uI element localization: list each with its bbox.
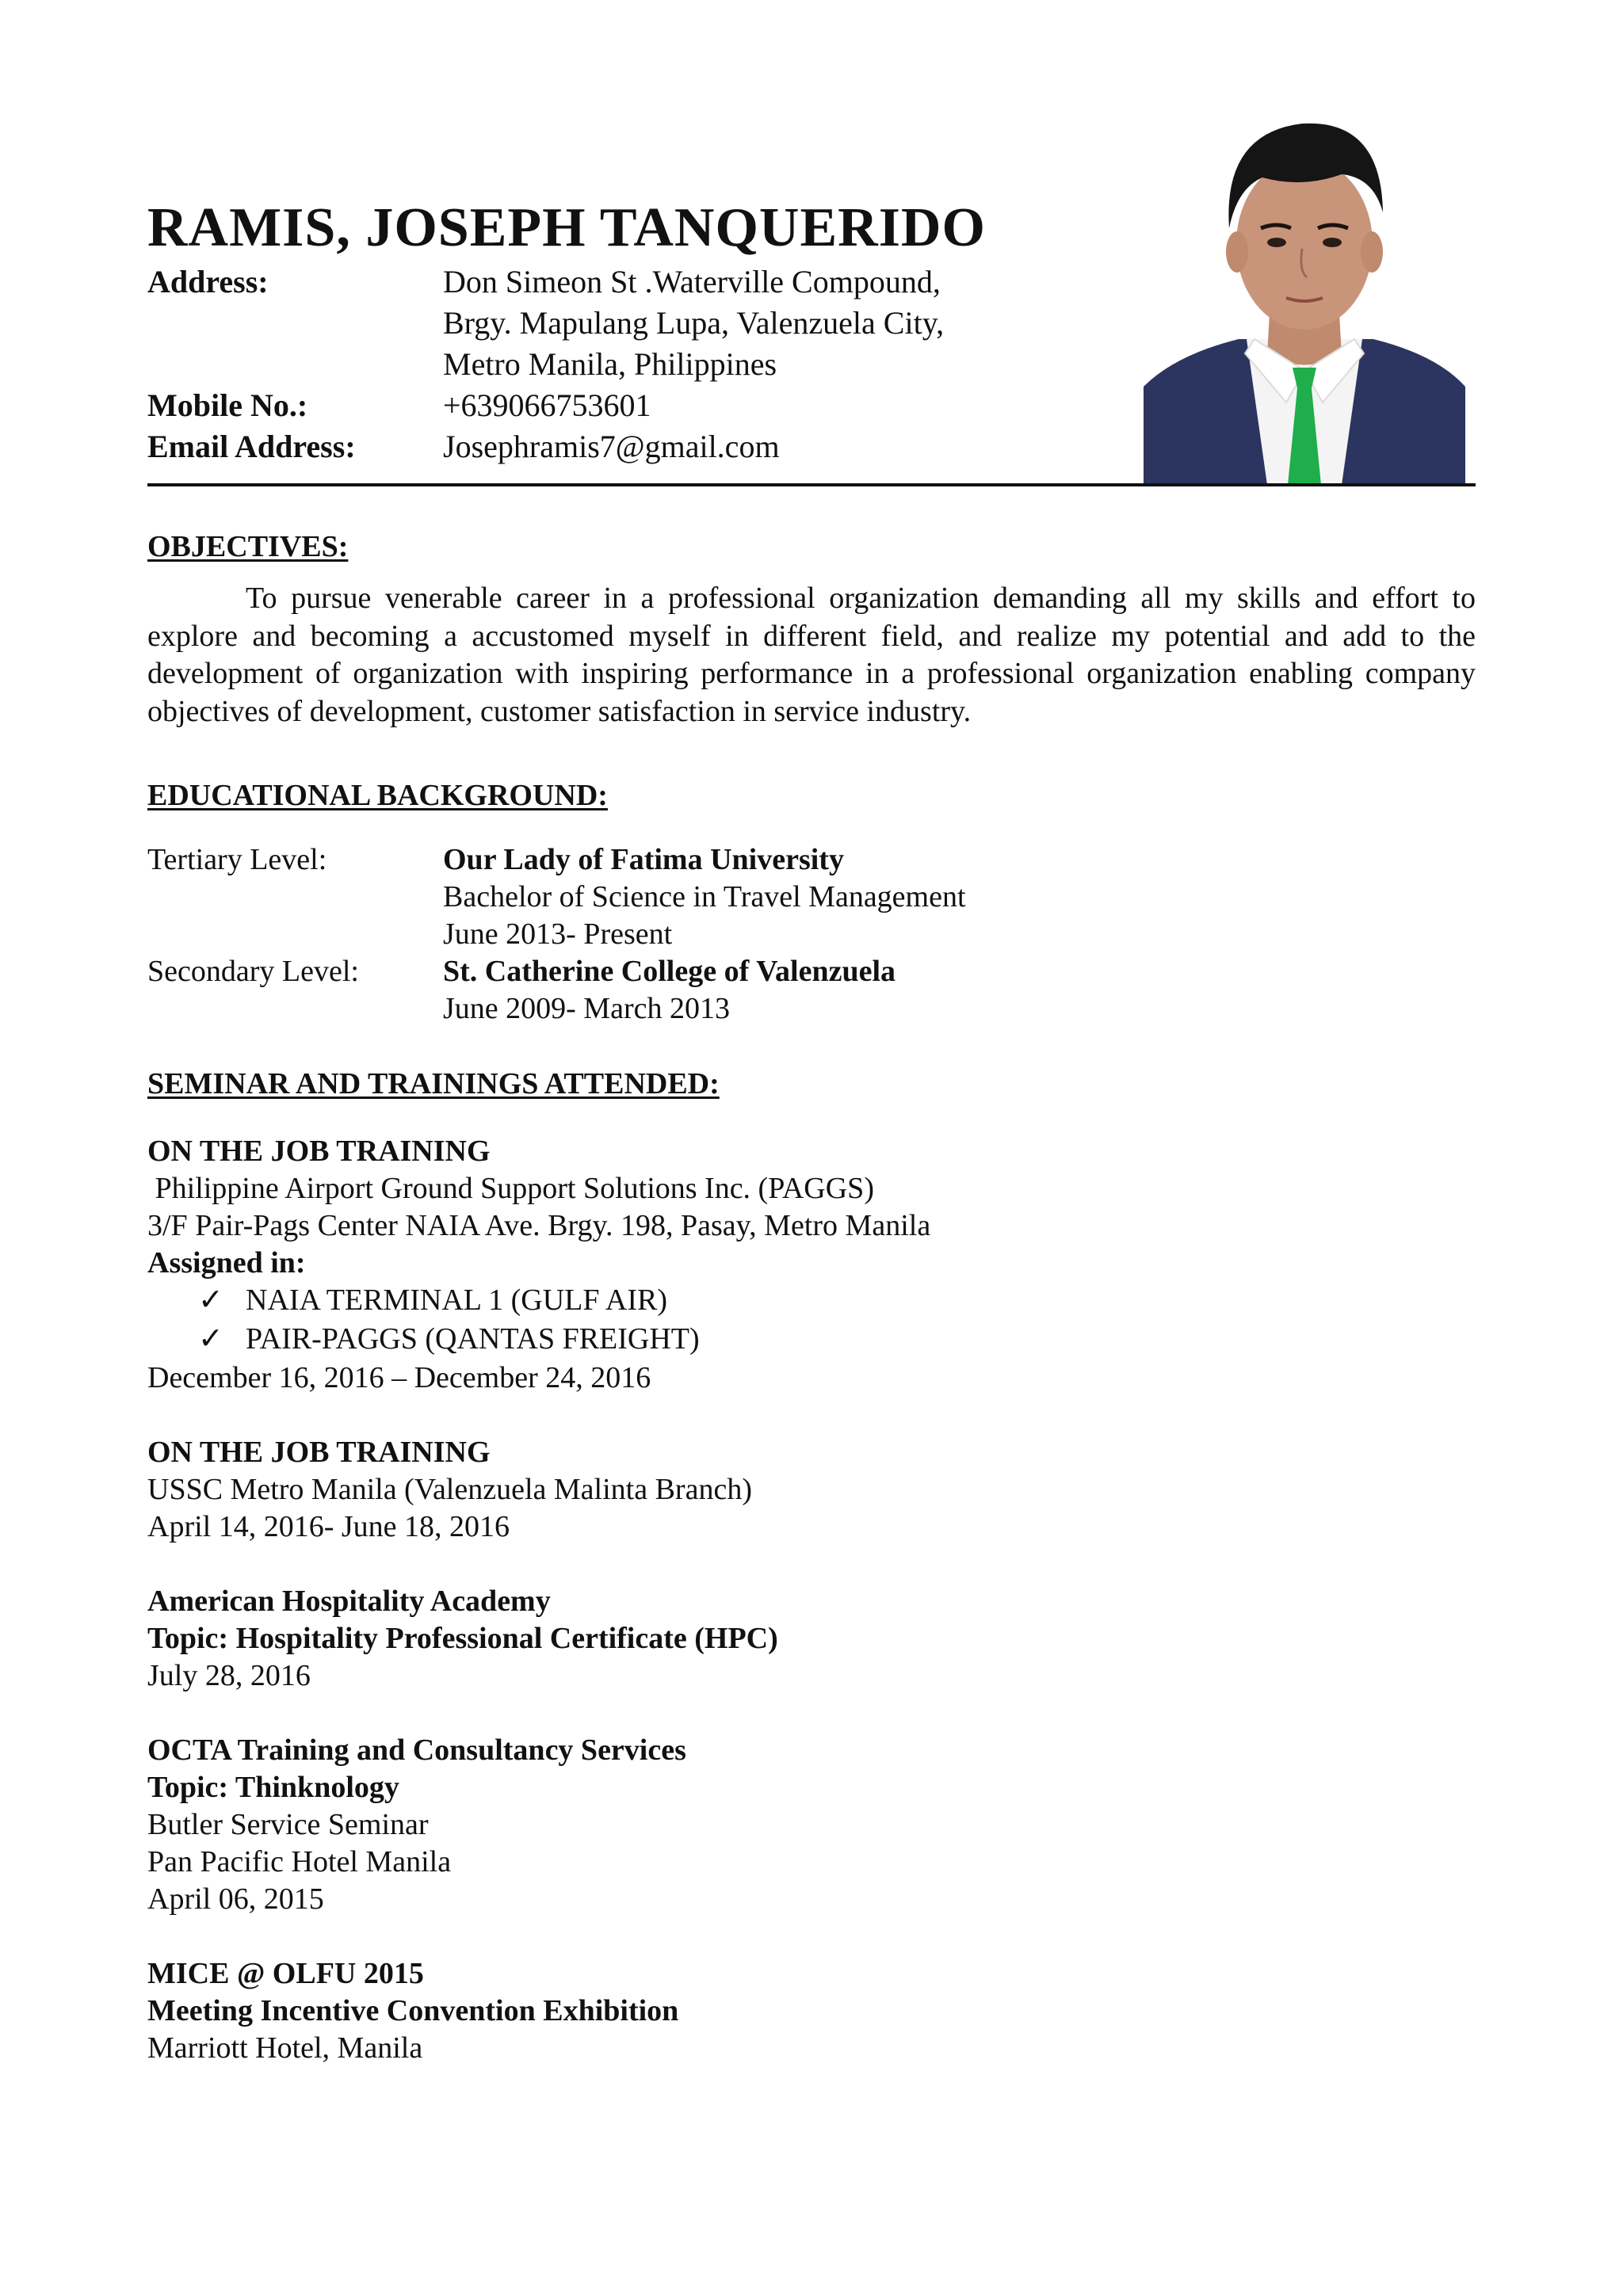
ojt2-company: USSC Metro Manila (Valenzuela Malinta Branch) — [147, 1473, 752, 1506]
tertiary-label: Tertiary Level: — [147, 843, 327, 876]
octa-seminar: Butler Service Seminar — [147, 1808, 429, 1841]
octa-title: OCTA Training and Consultancy Services — [147, 1733, 686, 1767]
aha-date: July 28, 2016 — [147, 1659, 311, 1692]
spacer — [147, 1695, 1336, 1732]
portrait-illustration — [1144, 101, 1465, 485]
assignment-item — [147, 1321, 1336, 1360]
email-label: Email Address: — [147, 429, 356, 464]
ojt2-dates: April 14, 2016- June 18, 2016 — [147, 1510, 510, 1543]
ojt1-company: Philippine Airport Ground Support Solutions Inc. (PAGGS) — [147, 1172, 874, 1205]
octa-topic: Topic: Thinknology — [147, 1771, 399, 1804]
address-line-1: Don Simeon St .Waterville Compound, — [443, 264, 941, 299]
secondary-school: St. Catherine College of Valenzuela — [443, 955, 896, 988]
ojt1-address: 3/F Pair-Pags Center NAIA Ave. Brgy. 198, Pasay, Metro Manila — [147, 1209, 931, 1242]
secondary-dates: June 2009- March 2013 — [443, 992, 730, 1025]
aha-topic: Topic: Hospitality Professional Certificate (HPC) — [147, 1622, 778, 1655]
seminars-list — [147, 1133, 1336, 2067]
mice-title: MICE @ OLFU 2015 — [147, 1957, 424, 1990]
applicant-name: RAMIS, JOSEPH TANQUERIDO — [147, 197, 986, 258]
octa-date: April 06, 2015 — [147, 1882, 324, 1916]
secondary-label: Secondary Level: — [147, 955, 359, 988]
octa-venue: Pan Pacific Hotel Manila — [147, 1845, 452, 1878]
assignment-text: NAIA TERMINAL 1 (GULF AIR) — [246, 1283, 667, 1317]
ojt2-title: ON THE JOB TRAINING — [147, 1436, 491, 1469]
tertiary-dates: June 2013- Present — [443, 917, 673, 951]
ojt1-dates: December 16, 2016 – December 24, 2016 — [147, 1361, 651, 1394]
checkmark-icon: ✓ — [198, 1283, 223, 1317]
aha-title: American Hospitality Academy — [147, 1585, 551, 1618]
spacer — [147, 1397, 1336, 1434]
tertiary-course: Bachelor of Science in Travel Management — [443, 880, 966, 913]
seminars-heading: SEMINAR AND TRAININGS ATTENDED: — [147, 1067, 720, 1100]
checkmark-icon: ✓ — [198, 1322, 223, 1356]
mice-venue: Marriott Hotel, Manila — [147, 2031, 423, 2065]
address-line-2: Brgy. Mapulang Lupa, Valenzuela City, — [443, 305, 945, 341]
header-divider — [147, 483, 1476, 486]
assignment-text: PAIR-PAGGS (QANTAS FREIGHT) — [246, 1322, 700, 1356]
mice-subtitle: Meeting Incentive Convention Exhibition — [147, 1994, 679, 2027]
profile-photo — [1144, 101, 1465, 485]
mobile-label: Mobile No.: — [147, 387, 308, 423]
address-label: Address: — [147, 264, 269, 299]
assignment-item — [147, 1282, 1336, 1321]
spacer — [147, 1918, 1336, 1955]
objectives-heading: OBJECTIVES: — [147, 530, 349, 563]
ojt1-assigned-label: Assigned in: — [147, 1246, 306, 1280]
objectives-text: To pursue venerable career in a professional organization demanding all my skills and effort to explore and becoming a accustomed myself in different field, and realize my potential and add to the development of organization with inspiring performance in a professional organization enabling company objectives of development, customer satisfaction in service industry. — [147, 582, 1476, 728]
tertiary-school: Our Lady of Fatima University — [443, 843, 844, 876]
ojt1-title: ON THE JOB TRAINING — [147, 1135, 491, 1168]
mobile-number: +639066753601 — [443, 387, 651, 423]
email-address: Josephramis7@gmail.com — [443, 429, 780, 464]
education-heading: EDUCATIONAL BACKGROUND: — [147, 779, 608, 812]
spacer — [147, 1546, 1336, 1583]
address-line-3: Metro Manila, Philippines — [443, 346, 777, 382]
